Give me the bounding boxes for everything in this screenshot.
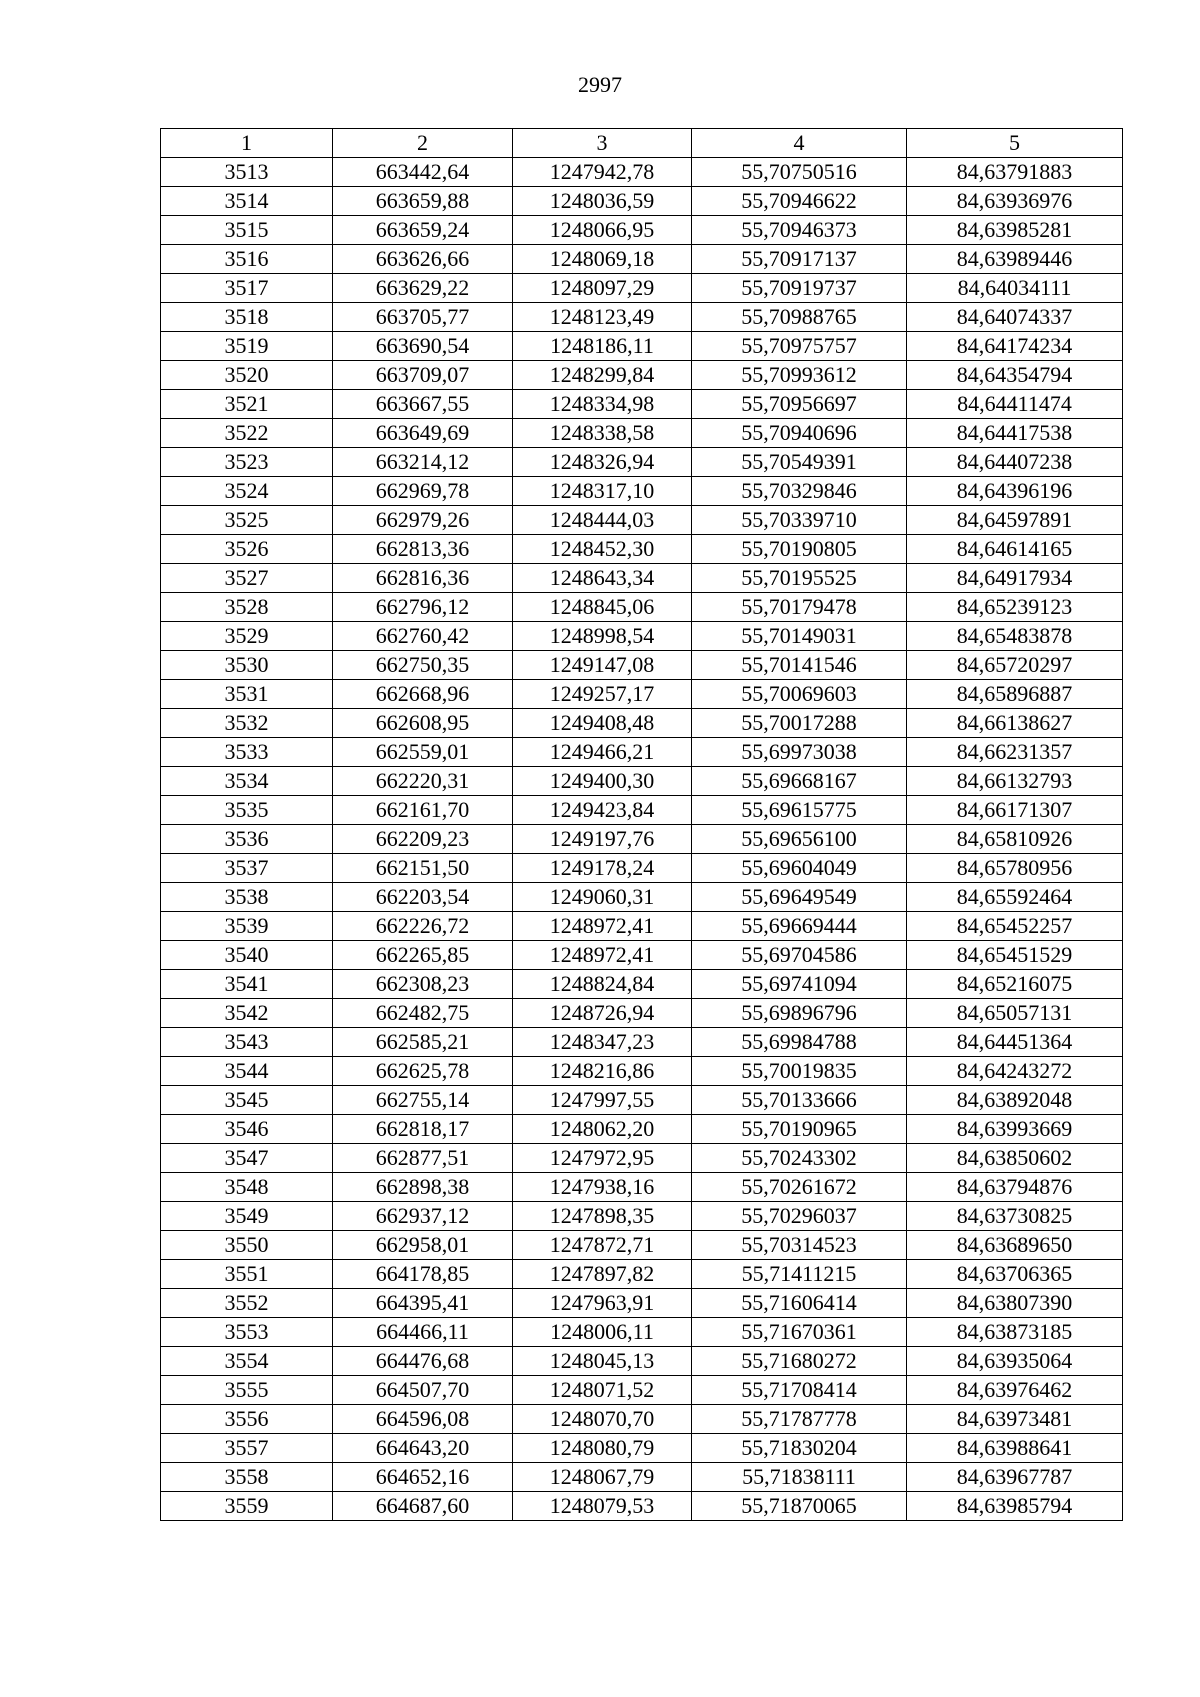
table-cell: 1247942,78 bbox=[513, 158, 692, 187]
table-row bbox=[161, 1492, 1123, 1521]
table-cell: 55,70993612 bbox=[692, 361, 907, 390]
table-cell: 1248998,54 bbox=[513, 622, 692, 651]
table-row bbox=[161, 1318, 1123, 1347]
table-cell: 55,70940696 bbox=[692, 419, 907, 448]
table-cell: 1248972,41 bbox=[513, 941, 692, 970]
table-cell: 664466,11 bbox=[333, 1318, 513, 1347]
table-row bbox=[161, 158, 1123, 187]
table-cell: 1248070,70 bbox=[513, 1405, 692, 1434]
table-cell: 3526 bbox=[161, 535, 333, 564]
table-cell: 662209,23 bbox=[333, 825, 513, 854]
table-cell: 84,64411474 bbox=[907, 390, 1123, 419]
table-cell: 3527 bbox=[161, 564, 333, 593]
table-cell: 1247872,71 bbox=[513, 1231, 692, 1260]
table-row bbox=[161, 680, 1123, 709]
table-row bbox=[161, 854, 1123, 883]
table-cell: 84,66138627 bbox=[907, 709, 1123, 738]
table-cell: 1249400,30 bbox=[513, 767, 692, 796]
table-cell: 84,65451529 bbox=[907, 941, 1123, 970]
table-cell: 55,70975757 bbox=[692, 332, 907, 361]
table-row bbox=[161, 1115, 1123, 1144]
table-cell: 662979,26 bbox=[333, 506, 513, 535]
table-row bbox=[161, 941, 1123, 970]
table-cell: 84,63730825 bbox=[907, 1202, 1123, 1231]
coordinates-table bbox=[160, 128, 1123, 1521]
table-cell: 55,70179478 bbox=[692, 593, 907, 622]
table-cell: 3552 bbox=[161, 1289, 333, 1318]
table-cell: 55,70329846 bbox=[692, 477, 907, 506]
table-cell: 663214,12 bbox=[333, 448, 513, 477]
table-cell: 84,64354794 bbox=[907, 361, 1123, 390]
table-row bbox=[161, 1086, 1123, 1115]
table-cell: 662226,72 bbox=[333, 912, 513, 941]
table-row bbox=[161, 390, 1123, 419]
table-row bbox=[161, 593, 1123, 622]
table-cell: 1247898,35 bbox=[513, 1202, 692, 1231]
table-cell: 1247997,55 bbox=[513, 1086, 692, 1115]
table-cell: 55,70195525 bbox=[692, 564, 907, 593]
table-cell: 55,71680272 bbox=[692, 1347, 907, 1376]
table-cell: 84,63985794 bbox=[907, 1492, 1123, 1521]
table-cell: 55,70917137 bbox=[692, 245, 907, 274]
table-row bbox=[161, 564, 1123, 593]
table-row bbox=[161, 419, 1123, 448]
table-cell: 3513 bbox=[161, 158, 333, 187]
table-cell: 55,70017288 bbox=[692, 709, 907, 738]
table-cell: 3522 bbox=[161, 419, 333, 448]
table-body bbox=[161, 158, 1123, 1521]
table-cell: 84,63936976 bbox=[907, 187, 1123, 216]
column-header: 4 bbox=[692, 129, 907, 158]
table-cell: 55,70019835 bbox=[692, 1057, 907, 1086]
table-cell: 662969,78 bbox=[333, 477, 513, 506]
table-cell: 1249423,84 bbox=[513, 796, 692, 825]
table-cell: 1248006,11 bbox=[513, 1318, 692, 1347]
table-row bbox=[161, 187, 1123, 216]
table-cell: 84,63689650 bbox=[907, 1231, 1123, 1260]
table-cell: 1247897,82 bbox=[513, 1260, 692, 1289]
table-cell: 1248216,86 bbox=[513, 1057, 692, 1086]
table-cell: 84,65452257 bbox=[907, 912, 1123, 941]
table-cell: 662818,17 bbox=[333, 1115, 513, 1144]
table-cell: 84,65896887 bbox=[907, 680, 1123, 709]
table-row bbox=[161, 332, 1123, 361]
table-cell: 55,70946622 bbox=[692, 187, 907, 216]
table-row bbox=[161, 1057, 1123, 1086]
table-row bbox=[161, 1289, 1123, 1318]
table-cell: 1248036,59 bbox=[513, 187, 692, 216]
table-cell: 3523 bbox=[161, 448, 333, 477]
table-cell: 55,69604049 bbox=[692, 854, 907, 883]
table-row bbox=[161, 1144, 1123, 1173]
table-cell: 1248347,23 bbox=[513, 1028, 692, 1057]
table-row bbox=[161, 796, 1123, 825]
table-cell: 3550 bbox=[161, 1231, 333, 1260]
table-cell: 55,70750516 bbox=[692, 158, 907, 187]
table-cell: 662760,42 bbox=[333, 622, 513, 651]
table-cell: 1248097,29 bbox=[513, 274, 692, 303]
column-header: 5 bbox=[907, 129, 1123, 158]
table-cell: 3539 bbox=[161, 912, 333, 941]
table-cell: 1248066,95 bbox=[513, 216, 692, 245]
table-cell: 664395,41 bbox=[333, 1289, 513, 1318]
table-cell: 663667,55 bbox=[333, 390, 513, 419]
page-number: 2997 bbox=[578, 72, 622, 97]
table-cell: 664652,16 bbox=[333, 1463, 513, 1492]
table-cell: 55,70261672 bbox=[692, 1173, 907, 1202]
table-cell: 3535 bbox=[161, 796, 333, 825]
table-cell: 1249060,31 bbox=[513, 883, 692, 912]
table-cell: 1248071,52 bbox=[513, 1376, 692, 1405]
table-row bbox=[161, 767, 1123, 796]
table-cell: 1248186,11 bbox=[513, 332, 692, 361]
table-row bbox=[161, 999, 1123, 1028]
table-row bbox=[161, 1376, 1123, 1405]
column-header: 1 bbox=[161, 129, 333, 158]
table-cell: 3528 bbox=[161, 593, 333, 622]
table-cell: 3555 bbox=[161, 1376, 333, 1405]
table-cell: 3556 bbox=[161, 1405, 333, 1434]
table-cell: 84,64034111 bbox=[907, 274, 1123, 303]
table-cell: 1249466,21 bbox=[513, 738, 692, 767]
table-cell: 1248079,53 bbox=[513, 1492, 692, 1521]
table-cell: 663649,69 bbox=[333, 419, 513, 448]
table-cell: 663690,54 bbox=[333, 332, 513, 361]
table-cell: 55,69615775 bbox=[692, 796, 907, 825]
table-cell: 84,65810926 bbox=[907, 825, 1123, 854]
table-row bbox=[161, 1463, 1123, 1492]
table-cell: 662958,01 bbox=[333, 1231, 513, 1260]
table-cell: 662750,35 bbox=[333, 651, 513, 680]
table-cell: 1249408,48 bbox=[513, 709, 692, 738]
table-row bbox=[161, 448, 1123, 477]
table-cell: 3538 bbox=[161, 883, 333, 912]
table-row bbox=[161, 912, 1123, 941]
table-cell: 3557 bbox=[161, 1434, 333, 1463]
table-row bbox=[161, 535, 1123, 564]
table-cell: 1247938,16 bbox=[513, 1173, 692, 1202]
table-cell: 663709,07 bbox=[333, 361, 513, 390]
table-row bbox=[161, 1173, 1123, 1202]
table-cell: 84,64451364 bbox=[907, 1028, 1123, 1057]
table-cell: 1248062,20 bbox=[513, 1115, 692, 1144]
table-cell: 84,63807390 bbox=[907, 1289, 1123, 1318]
table-cell: 664643,20 bbox=[333, 1434, 513, 1463]
table-cell: 662559,01 bbox=[333, 738, 513, 767]
table-cell: 664596,08 bbox=[333, 1405, 513, 1434]
table-cell: 662877,51 bbox=[333, 1144, 513, 1173]
table-cell: 662608,95 bbox=[333, 709, 513, 738]
table-cell: 55,69741094 bbox=[692, 970, 907, 999]
table-cell: 1248123,49 bbox=[513, 303, 692, 332]
table-cell: 55,70549391 bbox=[692, 448, 907, 477]
table-cell: 3546 bbox=[161, 1115, 333, 1144]
table-cell: 1247963,91 bbox=[513, 1289, 692, 1318]
table-row bbox=[161, 1202, 1123, 1231]
table-cell: 663442,64 bbox=[333, 158, 513, 187]
table-row bbox=[161, 883, 1123, 912]
table-row bbox=[161, 1347, 1123, 1376]
column-header: 3 bbox=[513, 129, 692, 158]
table-cell: 84,64243272 bbox=[907, 1057, 1123, 1086]
table-cell: 55,70069603 bbox=[692, 680, 907, 709]
table-cell: 55,70133666 bbox=[692, 1086, 907, 1115]
table-cell: 1248045,13 bbox=[513, 1347, 692, 1376]
table-cell: 55,71838111 bbox=[692, 1463, 907, 1492]
table-cell: 3553 bbox=[161, 1318, 333, 1347]
table-cell: 662482,75 bbox=[333, 999, 513, 1028]
table-cell: 84,63973481 bbox=[907, 1405, 1123, 1434]
table-cell: 662796,12 bbox=[333, 593, 513, 622]
table-cell: 84,66231357 bbox=[907, 738, 1123, 767]
table-cell: 3536 bbox=[161, 825, 333, 854]
table-row bbox=[161, 651, 1123, 680]
table-row bbox=[161, 738, 1123, 767]
table-cell: 1248824,84 bbox=[513, 970, 692, 999]
table-cell: 55,70946373 bbox=[692, 216, 907, 245]
table-cell: 3543 bbox=[161, 1028, 333, 1057]
table-cell: 662937,12 bbox=[333, 1202, 513, 1231]
table-cell: 84,63988641 bbox=[907, 1434, 1123, 1463]
table-row bbox=[161, 709, 1123, 738]
table-cell: 3533 bbox=[161, 738, 333, 767]
table-cell: 1248080,79 bbox=[513, 1434, 692, 1463]
table-cell: 84,63791883 bbox=[907, 158, 1123, 187]
table-cell: 1248334,98 bbox=[513, 390, 692, 419]
table-cell: 3516 bbox=[161, 245, 333, 274]
table-cell: 3544 bbox=[161, 1057, 333, 1086]
table-cell: 3554 bbox=[161, 1347, 333, 1376]
table-cell: 662203,54 bbox=[333, 883, 513, 912]
table-cell: 664687,60 bbox=[333, 1492, 513, 1521]
table-cell: 662265,85 bbox=[333, 941, 513, 970]
table-cell: 664507,70 bbox=[333, 1376, 513, 1405]
table-cell: 55,71708414 bbox=[692, 1376, 907, 1405]
table-cell: 84,64917934 bbox=[907, 564, 1123, 593]
table-cell: 84,64174234 bbox=[907, 332, 1123, 361]
table-cell: 55,69649549 bbox=[692, 883, 907, 912]
table-cell: 84,63892048 bbox=[907, 1086, 1123, 1115]
table-row bbox=[161, 1434, 1123, 1463]
table-cell: 664476,68 bbox=[333, 1347, 513, 1376]
table-cell: 55,71606414 bbox=[692, 1289, 907, 1318]
table-cell: 84,63985281 bbox=[907, 216, 1123, 245]
table-cell: 3542 bbox=[161, 999, 333, 1028]
table-cell: 55,70339710 bbox=[692, 506, 907, 535]
table-cell: 3540 bbox=[161, 941, 333, 970]
table-cell: 663626,66 bbox=[333, 245, 513, 274]
table-cell: 84,65720297 bbox=[907, 651, 1123, 680]
table-cell: 84,64407238 bbox=[907, 448, 1123, 477]
table-cell: 1248444,03 bbox=[513, 506, 692, 535]
table-cell: 3518 bbox=[161, 303, 333, 332]
table-cell: 3517 bbox=[161, 274, 333, 303]
table-cell: 1249147,08 bbox=[513, 651, 692, 680]
table-cell: 84,63976462 bbox=[907, 1376, 1123, 1405]
table-cell: 3515 bbox=[161, 216, 333, 245]
table-cell: 662898,38 bbox=[333, 1173, 513, 1202]
table-cell: 662668,96 bbox=[333, 680, 513, 709]
table-row bbox=[161, 1260, 1123, 1289]
table-cell: 1248067,79 bbox=[513, 1463, 692, 1492]
table-cell: 1247972,95 bbox=[513, 1144, 692, 1173]
table-cell: 84,64614165 bbox=[907, 535, 1123, 564]
table-cell: 84,65239123 bbox=[907, 593, 1123, 622]
table-row bbox=[161, 477, 1123, 506]
column-header: 2 bbox=[333, 129, 513, 158]
table-cell: 55,70149031 bbox=[692, 622, 907, 651]
table-cell: 663705,77 bbox=[333, 303, 513, 332]
table-cell: 3541 bbox=[161, 970, 333, 999]
table-cell: 55,71670361 bbox=[692, 1318, 907, 1347]
table-cell: 55,69669444 bbox=[692, 912, 907, 941]
table-cell: 1248972,41 bbox=[513, 912, 692, 941]
table-header bbox=[161, 129, 1123, 158]
table-cell: 84,64396196 bbox=[907, 477, 1123, 506]
table-cell: 662585,21 bbox=[333, 1028, 513, 1057]
table-cell: 55,70190805 bbox=[692, 535, 907, 564]
table-cell: 662151,50 bbox=[333, 854, 513, 883]
table-row bbox=[161, 361, 1123, 390]
table-cell: 84,63706365 bbox=[907, 1260, 1123, 1289]
table-cell: 84,64417538 bbox=[907, 419, 1123, 448]
table-cell: 3521 bbox=[161, 390, 333, 419]
table-cell: 3537 bbox=[161, 854, 333, 883]
table-row bbox=[161, 825, 1123, 854]
table-cell: 55,70956697 bbox=[692, 390, 907, 419]
table-cell: 3524 bbox=[161, 477, 333, 506]
table-cell: 55,69668167 bbox=[692, 767, 907, 796]
table-cell: 3548 bbox=[161, 1173, 333, 1202]
table-cell: 84,65216075 bbox=[907, 970, 1123, 999]
table-cell: 3531 bbox=[161, 680, 333, 709]
table-cell: 3545 bbox=[161, 1086, 333, 1115]
table-cell: 662308,23 bbox=[333, 970, 513, 999]
table-cell: 84,63794876 bbox=[907, 1173, 1123, 1202]
table-cell: 84,63873185 bbox=[907, 1318, 1123, 1347]
table-cell: 84,63967787 bbox=[907, 1463, 1123, 1492]
table-row bbox=[161, 274, 1123, 303]
table-cell: 1248069,18 bbox=[513, 245, 692, 274]
table-cell: 3549 bbox=[161, 1202, 333, 1231]
table-cell: 84,63989446 bbox=[907, 245, 1123, 274]
table-cell: 1249197,76 bbox=[513, 825, 692, 854]
table-cell: 3529 bbox=[161, 622, 333, 651]
table-cell: 1248326,94 bbox=[513, 448, 692, 477]
table-cell: 3520 bbox=[161, 361, 333, 390]
table-cell: 3559 bbox=[161, 1492, 333, 1521]
header-row bbox=[161, 129, 1123, 158]
table-cell: 84,66171307 bbox=[907, 796, 1123, 825]
table-cell: 84,65057131 bbox=[907, 999, 1123, 1028]
table-cell: 3514 bbox=[161, 187, 333, 216]
table-cell: 1248452,30 bbox=[513, 535, 692, 564]
table-cell: 663659,24 bbox=[333, 216, 513, 245]
table-cell: 55,70919737 bbox=[692, 274, 907, 303]
table-cell: 662755,14 bbox=[333, 1086, 513, 1115]
table-cell: 662220,31 bbox=[333, 767, 513, 796]
table-cell: 55,69896796 bbox=[692, 999, 907, 1028]
table-cell: 1249178,24 bbox=[513, 854, 692, 883]
table-cell: 3530 bbox=[161, 651, 333, 680]
table-cell: 1249257,17 bbox=[513, 680, 692, 709]
table-cell: 3547 bbox=[161, 1144, 333, 1173]
table-cell: 1248338,58 bbox=[513, 419, 692, 448]
table-cell: 84,63993669 bbox=[907, 1115, 1123, 1144]
table-cell: 1248299,84 bbox=[513, 361, 692, 390]
table-cell: 55,69973038 bbox=[692, 738, 907, 767]
table-cell: 3558 bbox=[161, 1463, 333, 1492]
table-row bbox=[161, 245, 1123, 274]
table-cell: 55,70296037 bbox=[692, 1202, 907, 1231]
table-cell: 84,63935064 bbox=[907, 1347, 1123, 1376]
table-cell: 3532 bbox=[161, 709, 333, 738]
table-row bbox=[161, 970, 1123, 999]
table-cell: 55,71870065 bbox=[692, 1492, 907, 1521]
table-cell: 55,71787778 bbox=[692, 1405, 907, 1434]
table-cell: 55,70988765 bbox=[692, 303, 907, 332]
table-cell: 55,71830204 bbox=[692, 1434, 907, 1463]
table-cell: 662816,36 bbox=[333, 564, 513, 593]
table-cell: 663629,22 bbox=[333, 274, 513, 303]
table-cell: 1248317,10 bbox=[513, 477, 692, 506]
table-cell: 55,70190965 bbox=[692, 1115, 907, 1144]
table-row bbox=[161, 1231, 1123, 1260]
table-cell: 55,69656100 bbox=[692, 825, 907, 854]
table-cell: 663659,88 bbox=[333, 187, 513, 216]
table-cell: 3551 bbox=[161, 1260, 333, 1289]
table-row bbox=[161, 1405, 1123, 1434]
table-cell: 84,64074337 bbox=[907, 303, 1123, 332]
table-cell: 84,65592464 bbox=[907, 883, 1123, 912]
table-cell: 84,63850602 bbox=[907, 1144, 1123, 1173]
table-cell: 55,71411215 bbox=[692, 1260, 907, 1289]
table-cell: 84,64597891 bbox=[907, 506, 1123, 535]
table-cell: 3519 bbox=[161, 332, 333, 361]
table-cell: 662625,78 bbox=[333, 1057, 513, 1086]
table-cell: 84,66132793 bbox=[907, 767, 1123, 796]
table-cell: 1248726,94 bbox=[513, 999, 692, 1028]
table-row bbox=[161, 303, 1123, 332]
table-cell: 662813,36 bbox=[333, 535, 513, 564]
table-cell: 664178,85 bbox=[333, 1260, 513, 1289]
table-cell: 84,65483878 bbox=[907, 622, 1123, 651]
table-cell: 55,70243302 bbox=[692, 1144, 907, 1173]
table-row bbox=[161, 506, 1123, 535]
table-row bbox=[161, 1028, 1123, 1057]
table-cell: 55,70141546 bbox=[692, 651, 907, 680]
table-cell: 662161,70 bbox=[333, 796, 513, 825]
table-cell: 3534 bbox=[161, 767, 333, 796]
table-row bbox=[161, 622, 1123, 651]
table-cell: 84,65780956 bbox=[907, 854, 1123, 883]
table-cell: 1248643,34 bbox=[513, 564, 692, 593]
table-cell: 55,69704586 bbox=[692, 941, 907, 970]
table-cell: 55,70314523 bbox=[692, 1231, 907, 1260]
table-cell: 3525 bbox=[161, 506, 333, 535]
table-cell: 1248845,06 bbox=[513, 593, 692, 622]
table-row bbox=[161, 216, 1123, 245]
table-cell: 55,69984788 bbox=[692, 1028, 907, 1057]
